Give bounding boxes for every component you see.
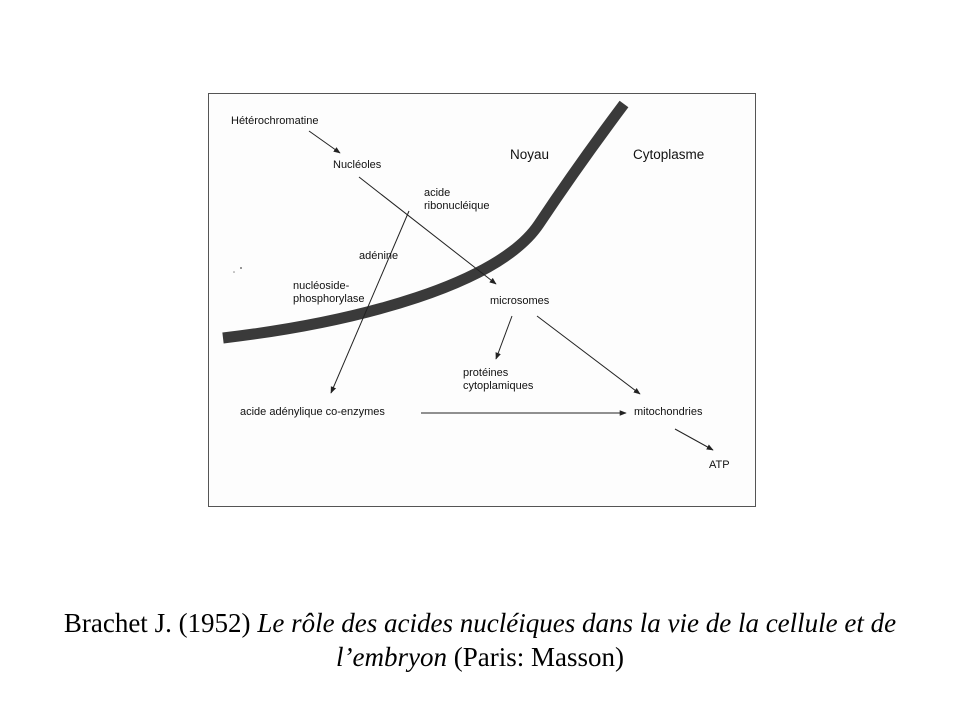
label-proteines-cytoplamiques: protéines cytoplamiques <box>463 367 534 392</box>
citation-publisher: (Paris: Masson) <box>446 642 624 672</box>
label-adenine: adénine <box>359 250 399 262</box>
nuclear-membrane <box>223 104 624 338</box>
label-cytoplasme: Cytoplasme <box>633 147 705 162</box>
label-mitochondries: mitochondries <box>634 406 703 418</box>
label-atp: ATP <box>709 459 730 471</box>
label-acide-adenylique: acide adénylique co-enzymes <box>240 406 385 418</box>
label-noyau: Noyau <box>510 147 550 162</box>
label-acide-ribonucleique: acide ribonucléique <box>424 187 490 212</box>
arrow-heterochromatine-nucleoles <box>309 131 340 153</box>
speck <box>240 267 242 269</box>
label-nucleoles: Nucléoles <box>333 159 382 171</box>
label-microsomes: microsomes <box>490 295 550 307</box>
arrow-microsomes-mitochondries <box>537 316 640 394</box>
label-heterochromatine: Hétérochromatine <box>231 115 319 127</box>
arrow-mitochondries-atp <box>675 429 713 450</box>
citation-author: Brachet J. (1952) <box>63 608 258 638</box>
arrow-microsomes-proteines <box>496 316 512 359</box>
citation-caption <box>40 606 920 674</box>
diagram-figure <box>208 93 756 507</box>
label-nucleoside-phosphorylase: nucléoside- phosphorylase <box>293 280 365 305</box>
citation-title: Le rôle des acides nucléiques dans la vie de la cellule et de l’embryon <box>257 608 897 672</box>
speck <box>233 271 235 273</box>
